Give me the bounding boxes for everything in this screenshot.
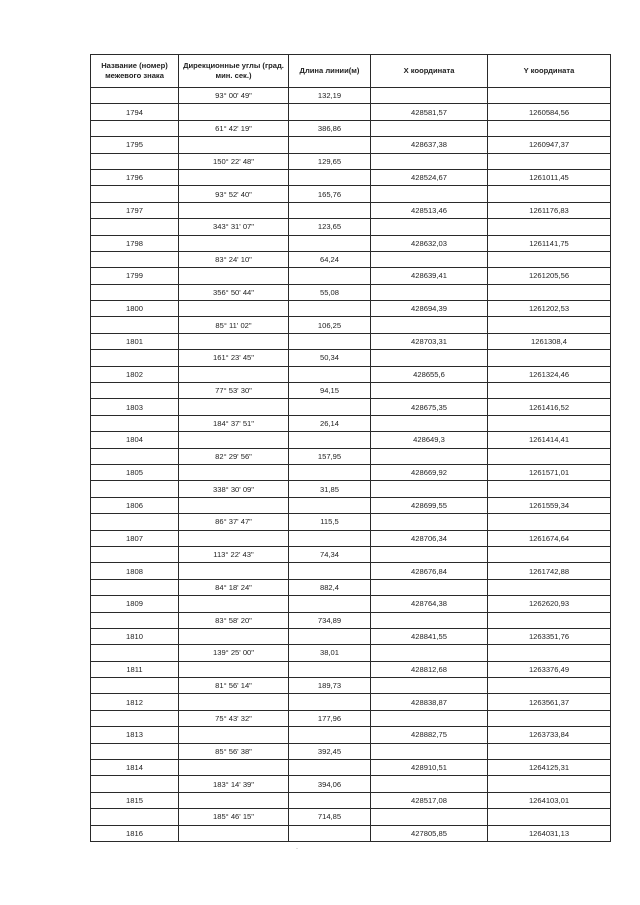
cell-name <box>91 514 179 530</box>
table-row <box>91 219 611 235</box>
cell-length: 64,24 <box>289 251 371 267</box>
cell-length: 50,34 <box>289 350 371 366</box>
cell-name <box>91 645 179 661</box>
cell-angle: 77° 53' 30" <box>179 383 289 399</box>
cell-x <box>371 678 488 694</box>
page-mark: · <box>296 846 298 852</box>
table-row <box>91 596 611 612</box>
table-row <box>91 366 611 382</box>
cell-name <box>91 612 179 628</box>
table-row <box>91 776 611 792</box>
cell-x <box>371 251 488 267</box>
cell-y: 1261176,83 <box>488 202 611 218</box>
cell-x: 428639,41 <box>371 268 488 284</box>
table-row <box>91 743 611 759</box>
table-row <box>91 104 611 120</box>
cell-angle: 81° 56' 14" <box>179 678 289 694</box>
cell-x: 428703,31 <box>371 333 488 349</box>
table-row <box>91 235 611 251</box>
cell-angle <box>179 333 289 349</box>
cell-name: 1807 <box>91 530 179 546</box>
cell-name <box>91 153 179 169</box>
cell-x: 428882,75 <box>371 727 488 743</box>
cell-y: 1263351,76 <box>488 628 611 644</box>
table-row <box>91 415 611 431</box>
cell-name: 1811 <box>91 661 179 677</box>
table-row <box>91 792 611 808</box>
cell-length <box>289 432 371 448</box>
table-row <box>91 530 611 546</box>
cell-y: 1261414,41 <box>488 432 611 448</box>
cell-angle <box>179 432 289 448</box>
cell-y <box>488 678 611 694</box>
cell-x <box>371 415 488 431</box>
cell-y: 1261559,34 <box>488 497 611 513</box>
header-angles: Дирекционные углы (град. мин. сек.) <box>179 55 289 88</box>
cell-y <box>488 546 611 562</box>
cell-angle: 93° 52' 40" <box>179 186 289 202</box>
cell-length <box>289 202 371 218</box>
table-row <box>91 727 611 743</box>
cell-y <box>488 350 611 366</box>
cell-y: 1264125,31 <box>488 760 611 776</box>
cell-x: 428694,39 <box>371 301 488 317</box>
table-row <box>91 825 611 841</box>
cell-angle <box>179 366 289 382</box>
cell-length: 189,73 <box>289 678 371 694</box>
table-row <box>91 497 611 513</box>
cell-angle: 150° 22' 48" <box>179 153 289 169</box>
cell-x: 428632,03 <box>371 235 488 251</box>
cell-length <box>289 464 371 480</box>
cell-length: 115,5 <box>289 514 371 530</box>
table-row <box>91 448 611 464</box>
cell-y <box>488 383 611 399</box>
cell-length <box>289 596 371 612</box>
table-row <box>91 612 611 628</box>
cell-length: 157,95 <box>289 448 371 464</box>
cell-y: 1261205,56 <box>488 268 611 284</box>
cell-name <box>91 317 179 333</box>
cell-name: 1798 <box>91 235 179 251</box>
cell-x <box>371 546 488 562</box>
cell-y: 1260584,56 <box>488 104 611 120</box>
cell-x: 428699,55 <box>371 497 488 513</box>
cell-x: 428581,57 <box>371 104 488 120</box>
cell-length <box>289 792 371 808</box>
cell-length: 165,76 <box>289 186 371 202</box>
cell-length: 38,01 <box>289 645 371 661</box>
cell-x: 428764,38 <box>371 596 488 612</box>
cell-x <box>371 383 488 399</box>
cell-y <box>488 219 611 235</box>
cell-name <box>91 481 179 497</box>
cell-length <box>289 760 371 776</box>
table-row <box>91 153 611 169</box>
cell-angle: 343° 31' 07" <box>179 219 289 235</box>
cell-length <box>289 333 371 349</box>
table-row <box>91 809 611 825</box>
cell-angle: 75° 43' 32" <box>179 710 289 726</box>
cell-length: 177,96 <box>289 710 371 726</box>
cell-y <box>488 153 611 169</box>
cell-length: 55,08 <box>289 284 371 300</box>
cell-y <box>488 284 611 300</box>
cell-length <box>289 563 371 579</box>
cell-x: 428637,38 <box>371 137 488 153</box>
cell-y <box>488 317 611 333</box>
cell-length: 734,89 <box>289 612 371 628</box>
cell-name <box>91 219 179 235</box>
cell-x <box>371 153 488 169</box>
cell-name <box>91 448 179 464</box>
cell-y <box>488 88 611 104</box>
boundary-coordinates-table <box>90 54 611 842</box>
cell-length: 394,06 <box>289 776 371 792</box>
table-row <box>91 678 611 694</box>
cell-length <box>289 497 371 513</box>
table-row <box>91 120 611 136</box>
cell-y: 1264031,13 <box>488 825 611 841</box>
cell-y <box>488 251 611 267</box>
cell-angle <box>179 661 289 677</box>
cell-y <box>488 514 611 530</box>
cell-length: 26,14 <box>289 415 371 431</box>
cell-name <box>91 678 179 694</box>
cell-name: 1814 <box>91 760 179 776</box>
cell-y: 1261202,53 <box>488 301 611 317</box>
cell-name <box>91 415 179 431</box>
cell-angle: 139° 25' 00" <box>179 645 289 661</box>
cell-length: 386,86 <box>289 120 371 136</box>
cell-length <box>289 628 371 644</box>
table-row <box>91 169 611 185</box>
cell-angle: 93° 00' 49" <box>179 88 289 104</box>
cell-angle <box>179 497 289 513</box>
cell-name: 1806 <box>91 497 179 513</box>
table-row <box>91 268 611 284</box>
cell-angle: 161° 23' 45" <box>179 350 289 366</box>
cell-name <box>91 776 179 792</box>
table-row <box>91 317 611 333</box>
cell-length <box>289 825 371 841</box>
cell-length <box>289 727 371 743</box>
cell-name <box>91 350 179 366</box>
cell-y: 1261308,4 <box>488 333 611 349</box>
cell-length: 94,15 <box>289 383 371 399</box>
cell-name: 1805 <box>91 464 179 480</box>
header-name: Название (номер) межевого знака <box>91 55 179 88</box>
cell-x <box>371 809 488 825</box>
cell-angle: 82° 29' 56" <box>179 448 289 464</box>
cell-x: 428841,55 <box>371 628 488 644</box>
cell-x <box>371 120 488 136</box>
cell-x: 428838,87 <box>371 694 488 710</box>
table-row <box>91 383 611 399</box>
cell-name <box>91 88 179 104</box>
cell-y: 1263376,49 <box>488 661 611 677</box>
cell-name: 1803 <box>91 399 179 415</box>
cell-name <box>91 579 179 595</box>
cell-name: 1796 <box>91 169 179 185</box>
cell-length: 129,65 <box>289 153 371 169</box>
table-row <box>91 432 611 448</box>
cell-y: 1261674,64 <box>488 530 611 546</box>
cell-y: 1261324,46 <box>488 366 611 382</box>
cell-y <box>488 186 611 202</box>
cell-x <box>371 350 488 366</box>
table-row <box>91 563 611 579</box>
cell-y <box>488 579 611 595</box>
table-row <box>91 251 611 267</box>
cell-angle <box>179 301 289 317</box>
cell-name: 1797 <box>91 202 179 218</box>
table-row <box>91 760 611 776</box>
cell-name: 1816 <box>91 825 179 841</box>
cell-name <box>91 743 179 759</box>
cell-x: 428524,67 <box>371 169 488 185</box>
cell-name <box>91 186 179 202</box>
cell-angle: 83° 58' 20" <box>179 612 289 628</box>
table-row <box>91 284 611 300</box>
cell-x: 428669,92 <box>371 464 488 480</box>
cell-length <box>289 399 371 415</box>
cell-name: 1802 <box>91 366 179 382</box>
cell-length <box>289 366 371 382</box>
table-row <box>91 186 611 202</box>
cell-angle: 61° 42' 19" <box>179 120 289 136</box>
cell-y: 1263733,84 <box>488 727 611 743</box>
cell-y <box>488 415 611 431</box>
cell-name: 1808 <box>91 563 179 579</box>
cell-angle <box>179 628 289 644</box>
cell-length: 74,34 <box>289 546 371 562</box>
cell-y <box>488 448 611 464</box>
cell-length <box>289 169 371 185</box>
table-row <box>91 710 611 726</box>
cell-x: 428706,34 <box>371 530 488 546</box>
cell-y <box>488 776 611 792</box>
table-row <box>91 661 611 677</box>
cell-y: 1264103,01 <box>488 792 611 808</box>
cell-angle <box>179 399 289 415</box>
cell-name <box>91 251 179 267</box>
cell-length <box>289 530 371 546</box>
table-row <box>91 464 611 480</box>
cell-angle: 184° 37' 51" <box>179 415 289 431</box>
cell-name: 1799 <box>91 268 179 284</box>
cell-y <box>488 612 611 628</box>
cell-name: 1810 <box>91 628 179 644</box>
cell-x: 428513,46 <box>371 202 488 218</box>
cell-x: 428655,6 <box>371 366 488 382</box>
table-row <box>91 301 611 317</box>
cell-y: 1263561,37 <box>488 694 611 710</box>
cell-x: 428517,08 <box>371 792 488 808</box>
table-row <box>91 645 611 661</box>
table-row <box>91 481 611 497</box>
cell-x <box>371 612 488 628</box>
cell-angle <box>179 563 289 579</box>
cell-length <box>289 268 371 284</box>
cell-x <box>371 317 488 333</box>
table-row <box>91 579 611 595</box>
cell-angle <box>179 792 289 808</box>
cell-angle: 356° 50' 44" <box>179 284 289 300</box>
cell-angle: 86° 37' 47" <box>179 514 289 530</box>
cell-y: 1261011,45 <box>488 169 611 185</box>
table-row <box>91 350 611 366</box>
cell-length <box>289 301 371 317</box>
cell-length: 714,85 <box>289 809 371 825</box>
cell-angle <box>179 530 289 546</box>
cell-y <box>488 809 611 825</box>
cell-x <box>371 481 488 497</box>
cell-name <box>91 546 179 562</box>
cell-length: 31,85 <box>289 481 371 497</box>
table-row <box>91 137 611 153</box>
cell-y <box>488 481 611 497</box>
header-y: Y координата <box>488 55 611 88</box>
cell-y: 1260947,37 <box>488 137 611 153</box>
table-row <box>91 202 611 218</box>
table-row <box>91 694 611 710</box>
cell-name: 1815 <box>91 792 179 808</box>
cell-angle <box>179 104 289 120</box>
cell-x <box>371 186 488 202</box>
cell-x <box>371 88 488 104</box>
cell-angle: 84° 18' 24" <box>179 579 289 595</box>
cell-length <box>289 235 371 251</box>
cell-length <box>289 137 371 153</box>
table-row <box>91 628 611 644</box>
cell-name <box>91 284 179 300</box>
cell-angle: 85° 11' 02" <box>179 317 289 333</box>
table-header-row <box>91 55 611 88</box>
cell-length: 132,19 <box>289 88 371 104</box>
cell-angle <box>179 169 289 185</box>
cell-x <box>371 743 488 759</box>
cell-angle <box>179 202 289 218</box>
cell-angle: 85° 56' 38" <box>179 743 289 759</box>
cell-y <box>488 120 611 136</box>
cell-angle: 338° 30' 09" <box>179 481 289 497</box>
cell-y <box>488 743 611 759</box>
cell-name <box>91 809 179 825</box>
cell-x: 428676,84 <box>371 563 488 579</box>
cell-x <box>371 776 488 792</box>
cell-angle <box>179 760 289 776</box>
cell-name: 1801 <box>91 333 179 349</box>
table-row <box>91 88 611 104</box>
cell-angle <box>179 268 289 284</box>
cell-angle: 113° 22' 43" <box>179 546 289 562</box>
cell-length: 106,25 <box>289 317 371 333</box>
cell-name: 1809 <box>91 596 179 612</box>
cell-x <box>371 579 488 595</box>
cell-name: 1804 <box>91 432 179 448</box>
table-body <box>91 88 611 842</box>
cell-y: 1261416,52 <box>488 399 611 415</box>
cell-length <box>289 104 371 120</box>
table-row <box>91 333 611 349</box>
table-row <box>91 514 611 530</box>
cell-name: 1813 <box>91 727 179 743</box>
cell-angle <box>179 596 289 612</box>
cell-angle: 185° 46' 15" <box>179 809 289 825</box>
cell-x <box>371 645 488 661</box>
cell-length: 392,45 <box>289 743 371 759</box>
cell-y: 1261141,75 <box>488 235 611 251</box>
cell-y <box>488 645 611 661</box>
cell-y <box>488 710 611 726</box>
cell-x <box>371 710 488 726</box>
cell-name <box>91 710 179 726</box>
cell-angle <box>179 694 289 710</box>
header-length: Длина линии(м) <box>289 55 371 88</box>
cell-name: 1812 <box>91 694 179 710</box>
cell-name: 1800 <box>91 301 179 317</box>
cell-x: 428910,51 <box>371 760 488 776</box>
cell-name: 1795 <box>91 137 179 153</box>
cell-length <box>289 661 371 677</box>
header-x: Х координата <box>371 55 488 88</box>
cell-x <box>371 448 488 464</box>
cell-length: 882,4 <box>289 579 371 595</box>
cell-angle <box>179 825 289 841</box>
cell-x <box>371 219 488 235</box>
cell-name: 1794 <box>91 104 179 120</box>
cell-angle <box>179 235 289 251</box>
cell-angle <box>179 727 289 743</box>
cell-angle: 83° 24' 10" <box>179 251 289 267</box>
cell-x <box>371 284 488 300</box>
cell-angle: 183° 14' 39" <box>179 776 289 792</box>
table-row <box>91 546 611 562</box>
cell-name <box>91 383 179 399</box>
cell-y: 1261571,01 <box>488 464 611 480</box>
cell-x: 428812,68 <box>371 661 488 677</box>
cell-y: 1262620,93 <box>488 596 611 612</box>
cell-length: 123,65 <box>289 219 371 235</box>
cell-angle <box>179 464 289 480</box>
cell-y: 1261742,88 <box>488 563 611 579</box>
cell-length <box>289 694 371 710</box>
table-row <box>91 399 611 415</box>
cell-x: 427805,85 <box>371 825 488 841</box>
cell-name <box>91 120 179 136</box>
cell-angle <box>179 137 289 153</box>
cell-x: 428649,3 <box>371 432 488 448</box>
cell-x: 428675,35 <box>371 399 488 415</box>
cell-x <box>371 514 488 530</box>
